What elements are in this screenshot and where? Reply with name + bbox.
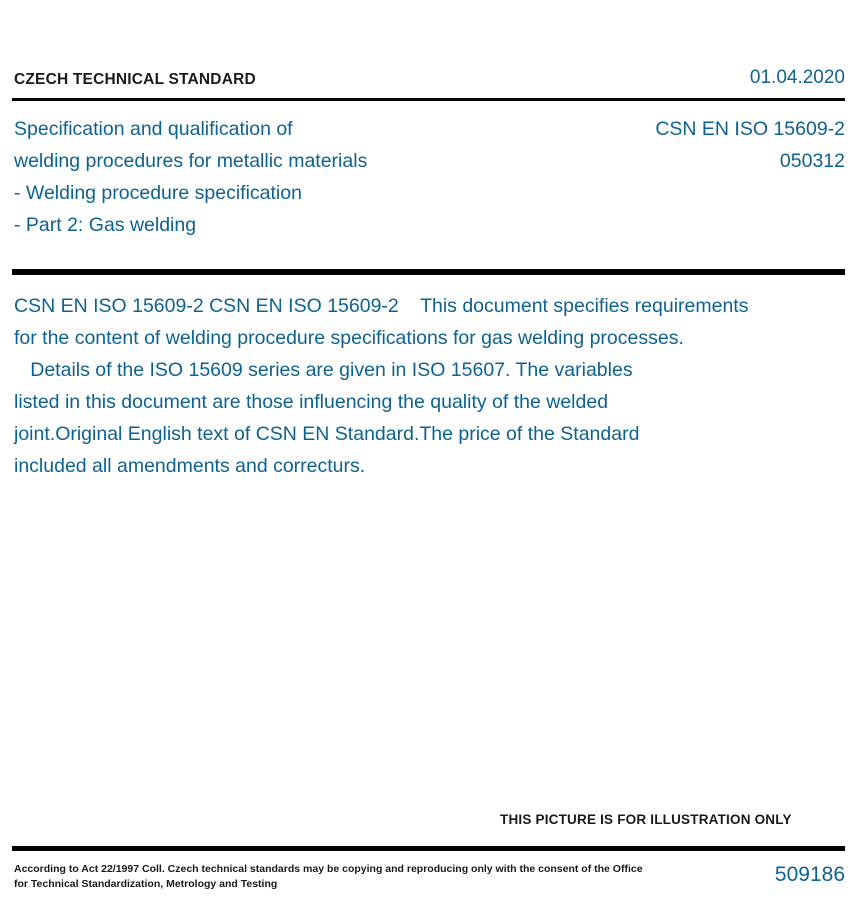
abstract-line-4: listed in this document are those influencing the quality of the welded <box>14 391 609 413</box>
catalog-number: 050312 <box>779 150 845 172</box>
abstract-line-2: for the content of welding procedure specifications for gas welding processes. <box>14 327 684 349</box>
document-header <box>14 67 845 96</box>
abstract-line-5: joint.Original English text of CSN EN Standard.The price of the Standard <box>14 423 640 445</box>
footer-disclaimer <box>14 862 643 892</box>
abstract-line-6: included all amendments and correcturs. <box>14 455 366 477</box>
title-line-1: Specification and qualification of <box>14 118 293 140</box>
document-footer <box>14 862 851 892</box>
abstract-text <box>14 290 849 482</box>
document-title <box>14 113 367 241</box>
standard-identifiers <box>655 113 845 177</box>
header-divider-rule <box>12 98 845 101</box>
title-line-4: - Part 2: Gas welding <box>14 214 197 236</box>
title-line-3: - Welding procedure specification <box>14 182 302 204</box>
footer-divider-rule <box>12 846 845 851</box>
title-line-2: welding procedures for metallic materials <box>14 150 368 172</box>
title-block <box>14 113 845 241</box>
abstract-line-3: Details of the ISO 15609 series are given in ISO 15607. The variables <box>14 359 633 381</box>
illustration-notice: THIS PICTURE IS FOR ILLUSTRATION ONLY <box>500 812 792 827</box>
standard-number: CSN EN ISO 15609-2 <box>655 118 845 140</box>
header-date: 01.04.2020 <box>749 67 845 88</box>
footer-disclaimer-line-2: for Technical Standardization, Metrology and Testing <box>14 878 278 890</box>
footer-order-code: 509186 <box>774 863 845 886</box>
title-abstract-divider-rule <box>12 269 845 275</box>
header-standard-label: CZECH TECHNICAL STANDARD <box>14 71 256 88</box>
footer-disclaimer-line-1: According to Act 22/1997 Coll. Czech technical standards may be copying and reproducing only with the consent of the Office <box>14 863 643 875</box>
abstract-line-1: CSN EN ISO 15609-2 CSN EN ISO 15609-2 This document specifies requirements <box>14 295 749 317</box>
